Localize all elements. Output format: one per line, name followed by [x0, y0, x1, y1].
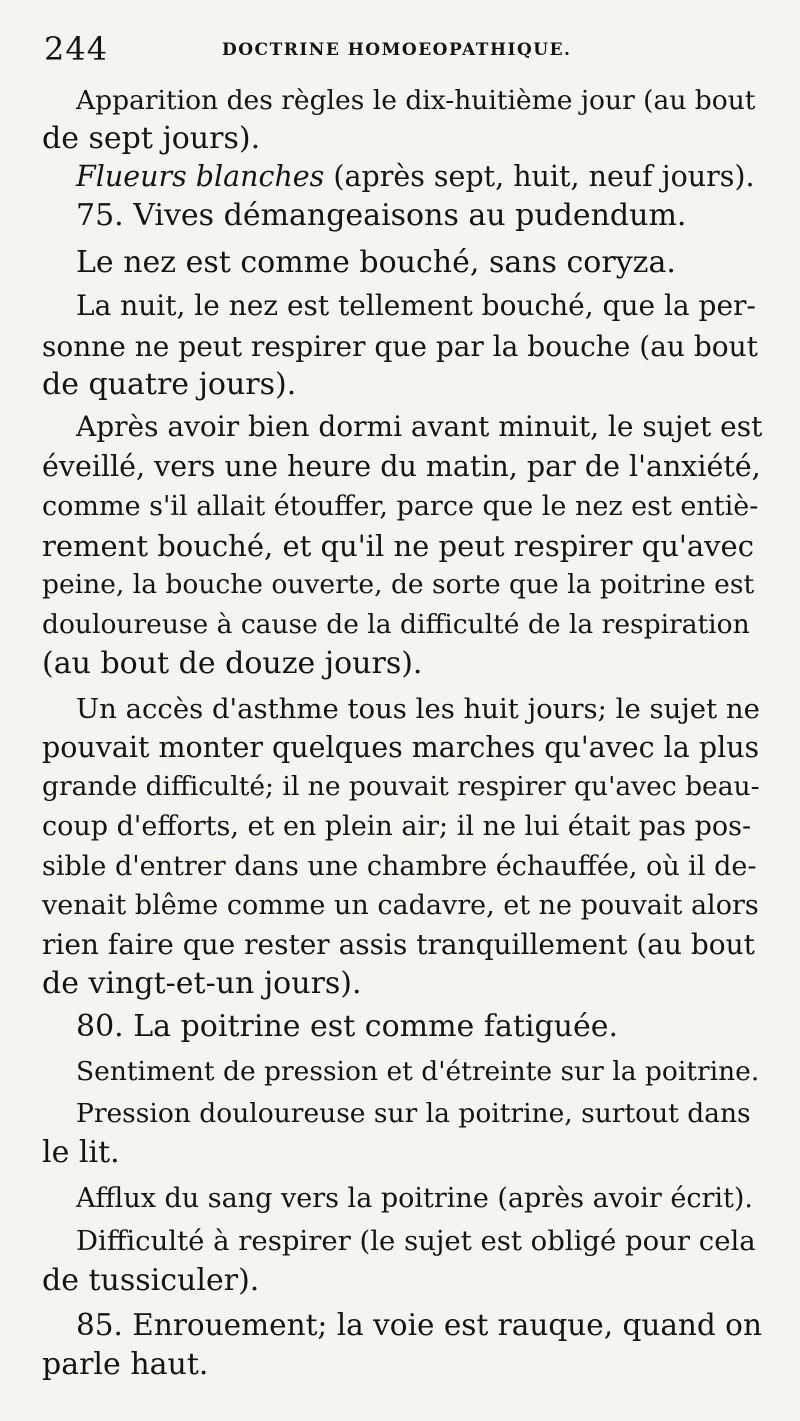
text-line: Un accès d'asthme tous les huit jours; le sujet ne [76, 693, 760, 725]
text-line: éveillé, vers une heure du matin, par de l'anxiété, [42, 450, 761, 483]
text-line: rement bouché, et qu'il ne peut respirer qu'avec [42, 529, 754, 563]
text-line: grande difficulté; il ne pouvait respirer qu'avec beau- [42, 771, 760, 802]
text-line: Difficulté à respirer (le sujet est obligé pour cela [76, 1225, 756, 1257]
text-line: de sept jours). [42, 121, 261, 156]
text-line: Pression douloureuse sur la poitrine, surtout dans [76, 1098, 751, 1129]
page-header [44, 30, 764, 70]
text-line: de quatre jours). [42, 367, 297, 402]
text-line: Afflux du sang vers la poitrine (après avoir écrit). [76, 1183, 753, 1214]
text-line: sible d'entrer dans une chambre échauffée, où il de- [42, 851, 757, 882]
text-line: 85. Enrouement; la voie est rauque, quand on [76, 1308, 762, 1342]
running-head: DOCTRINE HOMOEOPATHIQUE. [222, 40, 572, 60]
text-line: le lit. [42, 1135, 120, 1170]
text-line: parle haut. [42, 1347, 209, 1382]
text-line: Après avoir bien dormi avant minuit, le sujet est [76, 410, 763, 443]
text-line: sonne ne peut respirer que par la bouche (au bout [42, 330, 758, 363]
text-line: 80. La poitrine est comme fatiguée. [76, 1009, 619, 1044]
text-line: rien faire que rester assis tranquillement (au bout [42, 928, 755, 961]
text-line: 75. Vives démangeaisons au pudendum. [76, 198, 687, 233]
text-line: comme s'il allait étouffer, parce que le nez est entiè- [42, 491, 759, 522]
text-line: douloureuse à cause de la difficulté de la respiration [42, 609, 750, 640]
text-line: Le nez est comme bouché, sans coryza. [76, 245, 676, 280]
text-line: Flueurs blanches (après sept, huit, neuf jours). [76, 160, 755, 193]
page-number: 244 [44, 30, 109, 68]
text-line: Apparition des règles le dix-huitième jour (au bout [76, 85, 756, 116]
text-line: venait blême comme un cadavre, et ne pouvait alors [42, 890, 759, 921]
text-line: peine, la bouche ouverte, de sorte que la poitrine est [42, 569, 755, 600]
text-line: de tussiculer). [42, 1263, 260, 1298]
text-line: de vingt-et-un jours). [42, 966, 362, 1001]
text-line: Sentiment de pression et d'étreinte sur la poitrine. [76, 1056, 760, 1087]
text-line: pouvait monter quelques marches qu'avec la plus [42, 731, 760, 764]
text-line: (au bout de douze jours). [42, 646, 423, 681]
italic-term: Flueurs blanches [76, 160, 325, 193]
text-line: coup d'efforts, et en plein air; il ne lui était pas pos- [42, 811, 752, 842]
text-line: La nuit, le nez est tellement bouché, que la per- [76, 289, 756, 322]
